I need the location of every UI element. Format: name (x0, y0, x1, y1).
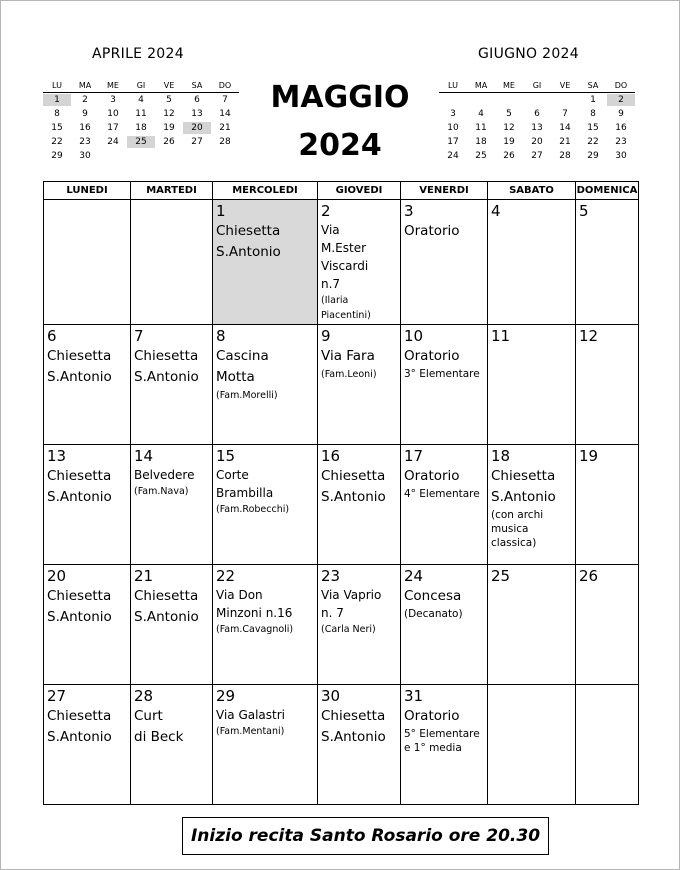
day-cell (44, 200, 131, 325)
mini-day (211, 150, 239, 162)
weekday-header: MERCOLEDI (213, 182, 318, 200)
event-text: Via Don (216, 588, 263, 602)
event-text: S.Antonio (47, 729, 112, 745)
day-cell (488, 325, 576, 445)
mini-weekday-header: MA (71, 80, 99, 93)
mini-day: 18 (135, 123, 147, 133)
event-text: S.Antonio (134, 369, 199, 385)
mini-day: 26 (163, 137, 175, 147)
weekday-header: DOMENICA (576, 182, 639, 200)
event-text: S.Antonio (47, 489, 112, 505)
day-number: 4 (491, 202, 501, 220)
day-cell (576, 325, 639, 445)
mini-weekday-header: LU (43, 80, 71, 93)
mini-day: 25 (475, 151, 487, 161)
mini-day: 21 (219, 123, 231, 133)
week-row (44, 200, 639, 325)
mini-day (495, 94, 523, 106)
mini-day: 9 (618, 109, 624, 119)
mini-day (99, 150, 127, 162)
mini-day: 30 (79, 151, 91, 161)
day-cell (401, 325, 488, 445)
mini-day: 23 (615, 137, 627, 147)
event-text: Chiesetta (134, 588, 199, 604)
event-text: (con archi musica classica) (491, 509, 544, 549)
mini-day: 4 (138, 95, 144, 105)
event-text: (Fam.Morelli) (216, 390, 278, 401)
weekday-header: LUNEDI (44, 182, 131, 200)
mini-day: 12 (503, 123, 515, 133)
mini-day: 28 (559, 151, 571, 161)
mini-day: 12 (163, 109, 175, 119)
day-cell (488, 565, 576, 685)
mini-day-highlighted: 1 (43, 94, 71, 106)
mini-day (155, 150, 183, 162)
day-cell (213, 445, 318, 565)
mini-day: 16 (79, 123, 91, 133)
mini-weekday-header: GI (127, 80, 155, 93)
event-text: S.Antonio (134, 609, 199, 625)
event-text: (Fam.Cavagnoli) (216, 624, 294, 635)
mini-day: 8 (54, 109, 60, 119)
mini-weekday-header: MA (467, 80, 495, 93)
event-text: (Fam.Mentani) (216, 726, 285, 737)
rosary-notice: Inizio recita Santo Rosario ore 20.30 (182, 817, 549, 855)
mini-day-highlighted: 25 (127, 136, 155, 148)
day-number: 14 (134, 447, 154, 465)
day-cell (44, 325, 131, 445)
day-number: 18 (491, 447, 511, 465)
event-text: (Carla Neri) (321, 624, 376, 635)
day-cell (318, 325, 401, 445)
event-text: Oratorio (404, 468, 460, 484)
event-text: Chiesetta (47, 348, 112, 364)
day-number: 1 (216, 202, 226, 220)
mini-day: 6 (194, 95, 200, 105)
event-text: Belvedere (134, 468, 195, 482)
mini-day: 11 (135, 109, 147, 119)
event-text: n. 7 (321, 606, 344, 620)
mini-day: 21 (559, 137, 571, 147)
mini-day: 13 (531, 123, 543, 133)
day-number: 20 (47, 567, 67, 585)
mini-day: 29 (51, 151, 63, 161)
day-cell (576, 445, 639, 565)
event-text: Piacentini) (321, 310, 371, 321)
event-text: S.Antonio (47, 609, 112, 625)
mini-day: 22 (51, 137, 63, 147)
mini-weekday-header: VE (551, 80, 579, 93)
day-cell (401, 685, 488, 805)
weekday-header-row (44, 182, 639, 200)
day-number: 29 (216, 687, 236, 705)
mini-calendar-april (43, 80, 239, 163)
day-cell (318, 200, 401, 325)
event-text: Viscardi (321, 259, 369, 273)
event-text: Oratorio (404, 223, 460, 239)
event-text: Oratorio (404, 348, 460, 364)
mini-day: 26 (503, 151, 515, 161)
day-number: 6 (47, 327, 57, 345)
mini-day: 27 (531, 151, 543, 161)
event-text: Cascina (216, 348, 269, 364)
event-text: (Fam.Nava) (134, 486, 189, 497)
event-text: Via Galastri (216, 708, 286, 722)
day-number: 27 (47, 687, 67, 705)
mini-day: 29 (587, 151, 599, 161)
day-cell (488, 685, 576, 805)
mini-day: 17 (107, 123, 119, 133)
day-number: 7 (134, 327, 144, 345)
mini-day: 24 (447, 151, 459, 161)
day-cell (131, 200, 213, 325)
event-text: Via (321, 223, 340, 237)
year-title: 2024 (298, 128, 382, 163)
day-cell (488, 445, 576, 565)
mini-day: 5 (506, 109, 512, 119)
mini-day: 15 (51, 123, 63, 133)
day-cell (318, 565, 401, 685)
mini-day: 13 (191, 109, 203, 119)
mini-weekday-header: ME (495, 80, 523, 93)
day-cell (131, 565, 213, 685)
day-cell (213, 200, 318, 325)
event-text: Chiesetta (47, 468, 112, 484)
day-cell (576, 200, 639, 325)
event-text: Brambilla (216, 486, 274, 500)
mini-weekday-header: DO (607, 80, 635, 93)
event-text: (Fam.Leoni) (321, 369, 377, 380)
mini-weekday-header: GI (523, 80, 551, 93)
mini-day (183, 150, 211, 162)
mini-day: 9 (82, 109, 88, 119)
mini-day: 3 (450, 109, 456, 119)
week-row (44, 445, 639, 565)
event-text: (Fam.Robecchi) (216, 504, 290, 515)
mini-day (467, 94, 495, 106)
week-row (44, 685, 639, 805)
day-cell (401, 565, 488, 685)
mini-weekday-header: SA (183, 80, 211, 93)
event-text: Chiesetta (321, 468, 386, 484)
day-number: 12 (579, 327, 599, 345)
day-cell (131, 325, 213, 445)
event-text: (Ilaria (321, 295, 349, 306)
event-text: Chiesetta (47, 588, 112, 604)
mini-day: 14 (219, 109, 231, 119)
day-number: 16 (321, 447, 341, 465)
day-cell (401, 200, 488, 325)
event-text: S.Antonio (491, 489, 556, 505)
mini-day: 20 (531, 137, 543, 147)
mini-day: 16 (615, 123, 627, 133)
mini-day: 19 (503, 137, 515, 147)
day-number: 13 (47, 447, 67, 465)
event-text: Corte (216, 468, 249, 482)
event-text: Curt (134, 708, 163, 724)
mini-day: 3 (110, 95, 116, 105)
mini-day: 18 (475, 137, 487, 147)
day-number: 15 (216, 447, 236, 465)
event-text: Oratorio (404, 708, 460, 724)
mini-weekday-header: SA (579, 80, 607, 93)
event-text: Via Fara (321, 348, 375, 364)
day-cell (401, 445, 488, 565)
day-number: 28 (134, 687, 154, 705)
mini-day-highlighted: 20 (183, 122, 211, 134)
day-number: 8 (216, 327, 226, 345)
mini-day: 2 (82, 95, 88, 105)
mini-day: 11 (475, 123, 487, 133)
mini-day: 22 (587, 137, 599, 147)
day-number: 3 (404, 202, 414, 220)
day-cell (44, 685, 131, 805)
day-cell (44, 445, 131, 565)
day-number: 31 (404, 687, 424, 705)
mini-day: 10 (447, 123, 459, 133)
day-number: 9 (321, 327, 331, 345)
mini-day: 27 (191, 137, 203, 147)
event-text: Motta (216, 369, 255, 385)
event-text: Minzoni n.16 (216, 606, 293, 620)
weekday-header: SABATO (488, 182, 576, 200)
mini-calendar-april-title: APRILE 2024 (92, 46, 184, 62)
mini-weekday-header: ME (99, 80, 127, 93)
mini-weekday-header: LU (439, 80, 467, 93)
event-text: M.Ester (321, 241, 367, 255)
weekday-header: GIOVEDI (318, 182, 401, 200)
event-text: Chiesetta (134, 348, 199, 364)
event-text: Via Vaprio (321, 588, 382, 602)
mini-day (127, 150, 155, 162)
mini-day (551, 94, 579, 106)
mini-day: 5 (166, 95, 172, 105)
mini-day-highlighted: 2 (607, 94, 635, 106)
day-number: 23 (321, 567, 341, 585)
day-cell (131, 685, 213, 805)
day-number: 21 (134, 567, 154, 585)
day-number: 24 (404, 567, 424, 585)
mini-day: 7 (222, 95, 228, 105)
day-cell (576, 565, 639, 685)
day-number: 2 (321, 202, 331, 220)
event-text: S.Antonio (321, 729, 386, 745)
event-text: Chiesetta (491, 468, 556, 484)
event-text: 3° Elementare (404, 368, 480, 380)
mini-day: 10 (107, 109, 119, 119)
mini-day (439, 94, 467, 106)
mini-day: 23 (79, 137, 91, 147)
day-number: 11 (491, 327, 511, 345)
weekday-header: MARTEDI (131, 182, 213, 200)
day-number: 17 (404, 447, 424, 465)
mini-day: 15 (587, 123, 599, 133)
mini-day (523, 94, 551, 106)
week-row (44, 565, 639, 685)
event-text: S.Antonio (47, 369, 112, 385)
calendar-table (43, 181, 639, 805)
day-cell (213, 685, 318, 805)
mini-day: 19 (163, 123, 175, 133)
mini-day: 17 (447, 137, 459, 147)
day-cell (318, 445, 401, 565)
mini-calendar-june-title: GIUGNO 2024 (478, 46, 579, 62)
mini-day: 28 (219, 137, 231, 147)
month-title: MAGGIO (270, 80, 410, 115)
day-cell (213, 325, 318, 445)
event-text: 4° Elementare (404, 488, 480, 500)
event-text: 5° Elementare e 1° media (404, 728, 480, 754)
mini-day: 8 (590, 109, 596, 119)
week-row (44, 325, 639, 445)
day-cell (488, 200, 576, 325)
mini-day: 4 (478, 109, 484, 119)
day-number: 22 (216, 567, 236, 585)
mini-weekday-header: DO (211, 80, 239, 93)
mini-day: 1 (590, 95, 596, 105)
day-number: 26 (579, 567, 599, 585)
day-cell (213, 565, 318, 685)
weekday-header: VENERDI (401, 182, 488, 200)
mini-weekday-header: VE (155, 80, 183, 93)
day-cell (318, 685, 401, 805)
mini-day: 6 (534, 109, 540, 119)
mini-day: 30 (615, 151, 627, 161)
day-cell (44, 565, 131, 685)
event-text: Chiesetta (321, 708, 386, 724)
event-text: n.7 (321, 277, 341, 291)
event-text: Chiesetta (216, 223, 281, 239)
event-text: S.Antonio (216, 244, 281, 260)
day-cell (576, 685, 639, 805)
day-number: 5 (579, 202, 589, 220)
mini-day: 24 (107, 137, 119, 147)
event-text: (Decanato) (404, 608, 463, 620)
event-text: S.Antonio (321, 489, 386, 505)
mini-day: 14 (559, 123, 571, 133)
day-number: 30 (321, 687, 341, 705)
mini-day: 7 (562, 109, 568, 119)
day-cell (131, 445, 213, 565)
event-text: Chiesetta (47, 708, 112, 724)
day-number: 25 (491, 567, 511, 585)
day-number: 19 (579, 447, 599, 465)
event-text: di Beck (134, 729, 184, 745)
day-number: 10 (404, 327, 424, 345)
mini-calendar-june (439, 80, 635, 163)
event-text: Concesa (404, 588, 462, 604)
